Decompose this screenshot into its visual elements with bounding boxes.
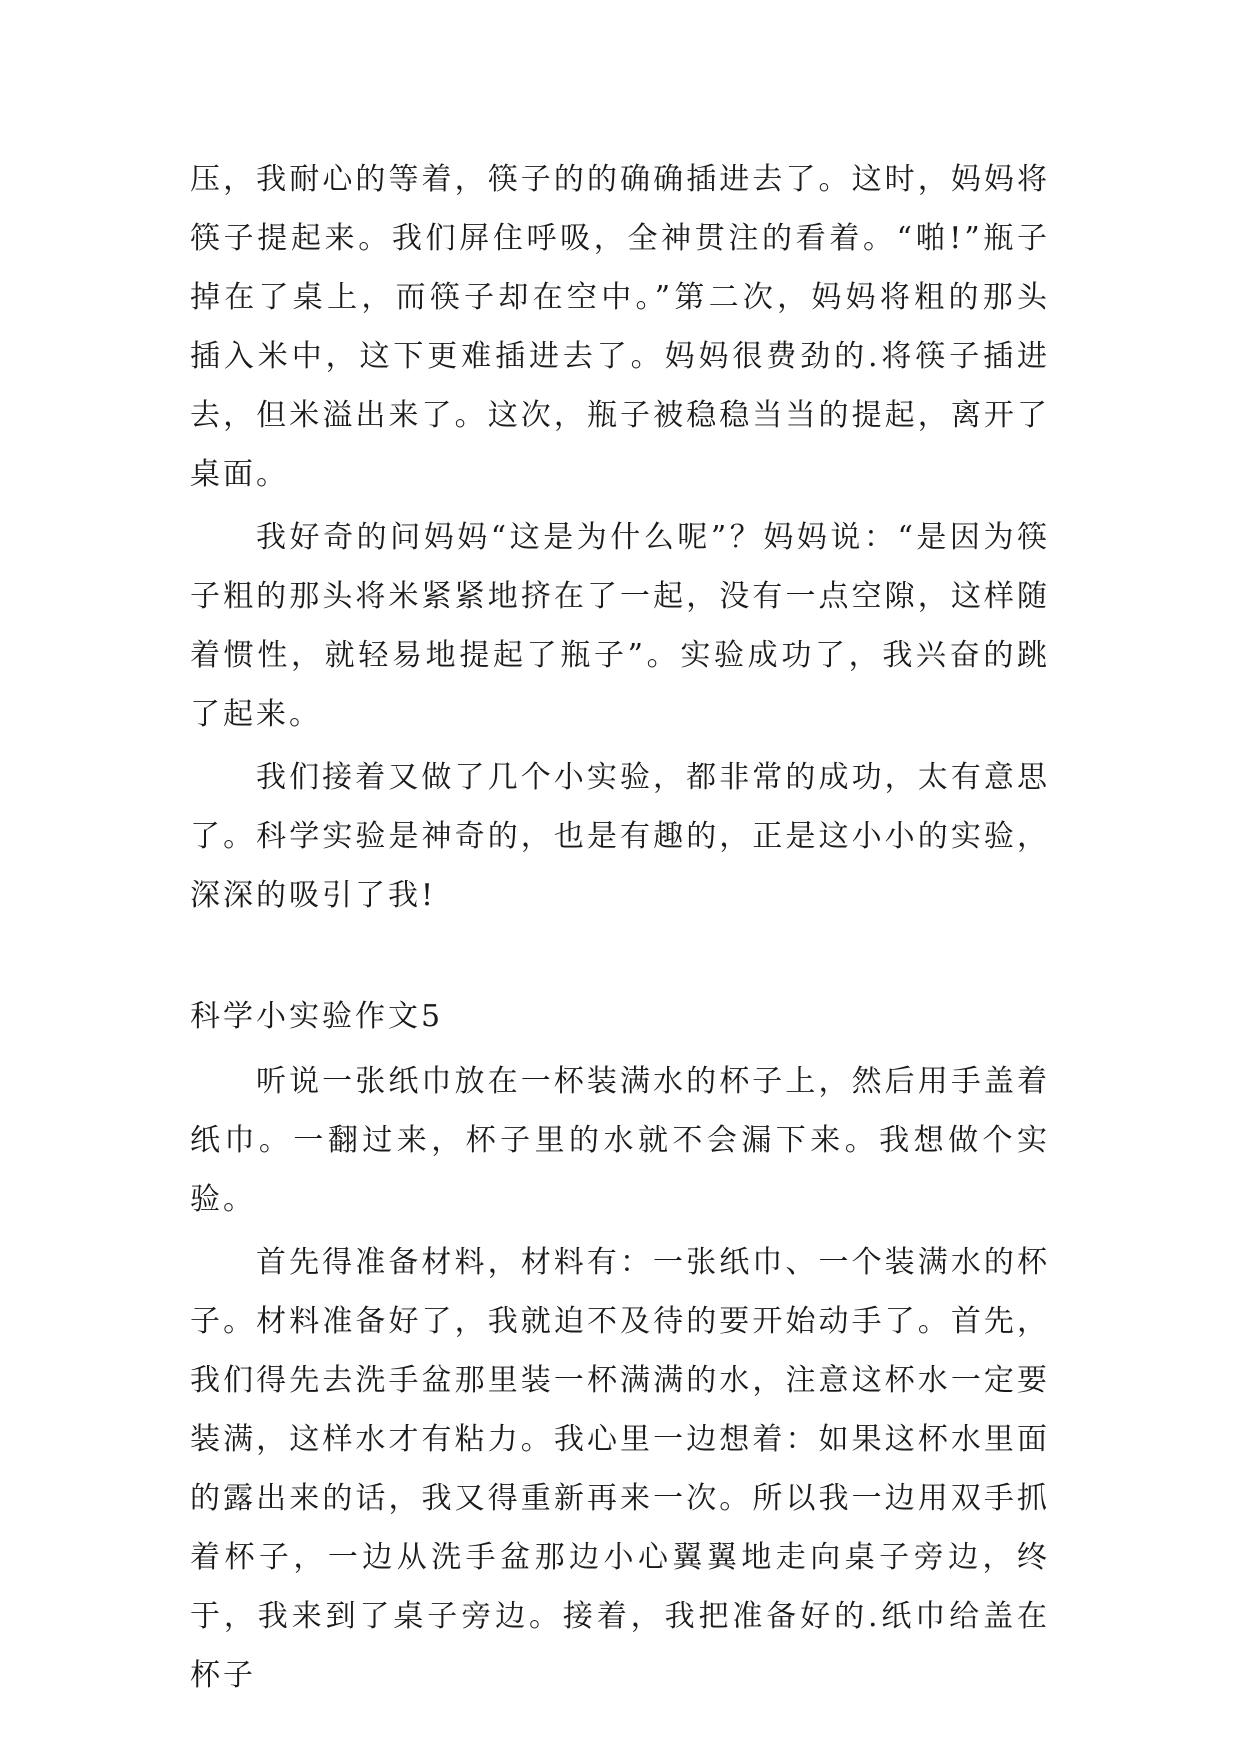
paragraph: 我好奇的问妈妈“这是为什么呢”？妈妈说：“是因为筷子粗的那头将米紧紧地挤在了一起，没有一点空隙，这样随着惯性，就轻易地提起了瓶子”。实验成功了，我兴奋的跳了起来。 <box>190 520 1050 732</box>
section-heading: 科学小实验作文5 <box>190 999 444 1034</box>
document-body <box>190 150 1050 1709</box>
paragraph: 首先得准备材料，材料有：一张纸巾、一个装满水的杯子。材料准备好了，我就迫不及待的要开始动手了。首先，我们得先去洗手盆那里装一杯满满的水，注意这杯水一定要装满，这样水才有粘力。我心里一边想着：如果这杯水里面的露出来的话，我又得重新再来一次。所以我一边用双手抓着杯子，一边从洗手盆那边小心翼翼地走向桌子旁边，终于，我来到了桌子旁边。接着，我把准备好的.纸巾给盖在杯子 <box>190 1245 1050 1693</box>
paragraph-continued: 压，我耐心的等着，筷子的的确确插进去了。这时，妈妈将筷子提起来。我们屏住呼吸，全神贯注的看着。“啪!”瓶子掉在了桌上，而筷子却在空中。”第二次，妈妈将粗的那头插入米中，这下更难插进去了。妈妈很费劲的.将筷子插进去，但米溢出来了。这次，瓶子被稳稳当当的提起，离开了桌面。 <box>190 162 1050 492</box>
paragraph: 听说一张纸巾放在一杯装满水的杯子上，然后用手盖着纸巾。一翻过来，杯子里的水就不会漏下来。我想做个实验。 <box>190 1064 1050 1217</box>
paragraph: 我们接着又做了几个小实验，都非常的成功，太有意思了。科学实验是神奇的，也是有趣的，正是这小小的实验，深深的吸引了我! <box>190 760 1050 913</box>
